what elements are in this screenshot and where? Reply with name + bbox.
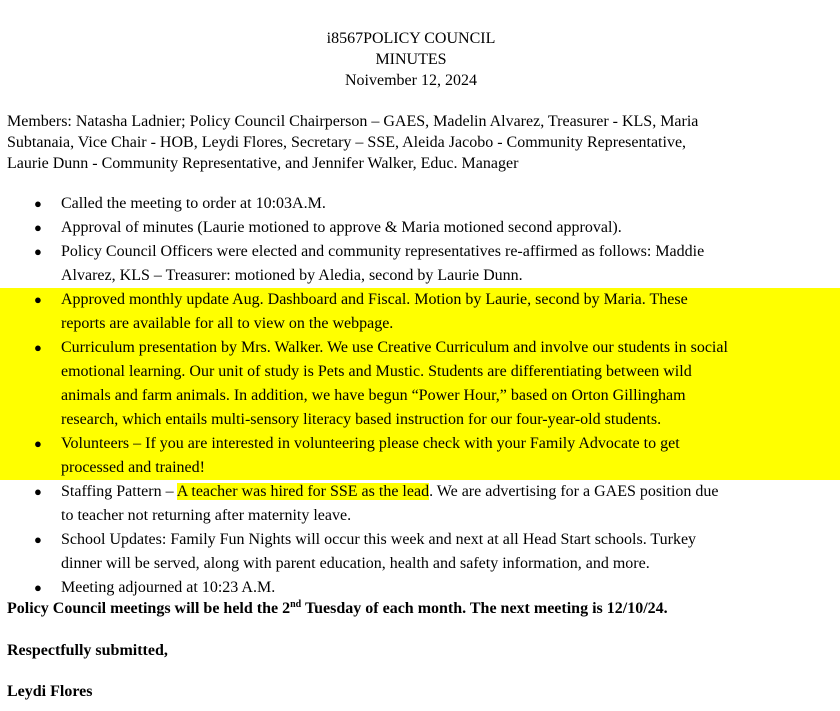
agenda-item-volunteers: ● Volunteers – If you are interested in volunteering please check with your Family Advocate to get processed and trained! [0,432,840,480]
bullet-icon: ● [34,220,42,235]
members-paragraph [7,111,822,174]
bullet-icon: ● [34,532,42,547]
agenda-item-school-updates: ● School Updates: Family Fun Nights will occur this week and next at all Head Start schools. Turkey dinner will be served, along with parent education, health and safety information, and more. [0,528,840,576]
agenda-item-approval-of-minutes: ● Approval of minutes (Laurie motioned to approve & Maria motioned second approval). [0,216,840,240]
signer-name: Leydi Flores [7,683,93,700]
bullet-icon: ● [34,340,42,355]
doc-type: MINUTES [375,51,447,68]
bullet-icon: ● [34,580,42,595]
next-meeting-note: Policy Council meetings will be held the 2nd Tuesday of each month. The next meeting is 12/10/24. [7,599,668,617]
document-header [0,28,822,91]
agenda-item-call-to-order: ● Called the meeting to order at 10:03A.M. [0,192,840,216]
agenda-item-staffing-pattern: ● Staffing Pattern – A teacher was hired for SSE as the lead. We are advertising for a GAES position due to teacher not returning after maternity leave. [0,480,840,528]
agenda-list [0,192,840,600]
meeting-date: Noivember 12, 2024 [345,72,477,89]
org-title: i8567POLICY COUNCIL [326,30,496,47]
agenda-item-officers-elected: ● Policy Council Officers were elected and community representatives re-affirmed as follows: Maddie Alvarez, KLS – Treasurer: motioned by Aledia, second by Laurie Dunn. [0,240,840,288]
bullet-icon: ● [34,244,42,259]
agenda-item-adjourned: ● Meeting adjourned at 10:23 A.M. [0,576,840,600]
bullet-icon: ● [34,196,42,211]
bullet-icon: ● [34,484,42,499]
agenda-item-curriculum-presentation: ● Curriculum presentation by Mrs. Walker. We use Creative Curriculum and involve our students in social emotional learning. Our unit of study is Pets and Mustic. Students are differentiating between wild animals and farm animals. In addition, we have begun “Power Hour,” based on Orton Gillingham research, which entails multi-sensory literacy based instruction for our four-year-old students. [0,336,840,432]
members-line: Subtanaia, Vice Chair - HOB, Leydi Flores, Secretary – SSE, Aleida Jacobo - Community Representative, [7,134,687,151]
members-line: Laurie Dunn - Community Representative, and Jennifer Walker, Educ. Manager [7,155,519,172]
members-line: Members: Natasha Ladnier; Policy Council Chairperson – GAES, Madelin Alvarez, Treasurer - KLS, Maria [7,113,699,130]
bullet-icon: ● [34,292,42,307]
bullet-icon: ● [34,436,42,451]
highlighted-text: A teacher was hired for SSE as the lead [176,483,430,500]
agenda-item-monthly-update: ● Approved monthly update Aug. Dashboard and Fiscal. Motion by Laurie, second by Maria. These reports are available for all to view on the webpage. [0,288,840,336]
submitted-line: Respectfully submitted, [7,642,168,659]
